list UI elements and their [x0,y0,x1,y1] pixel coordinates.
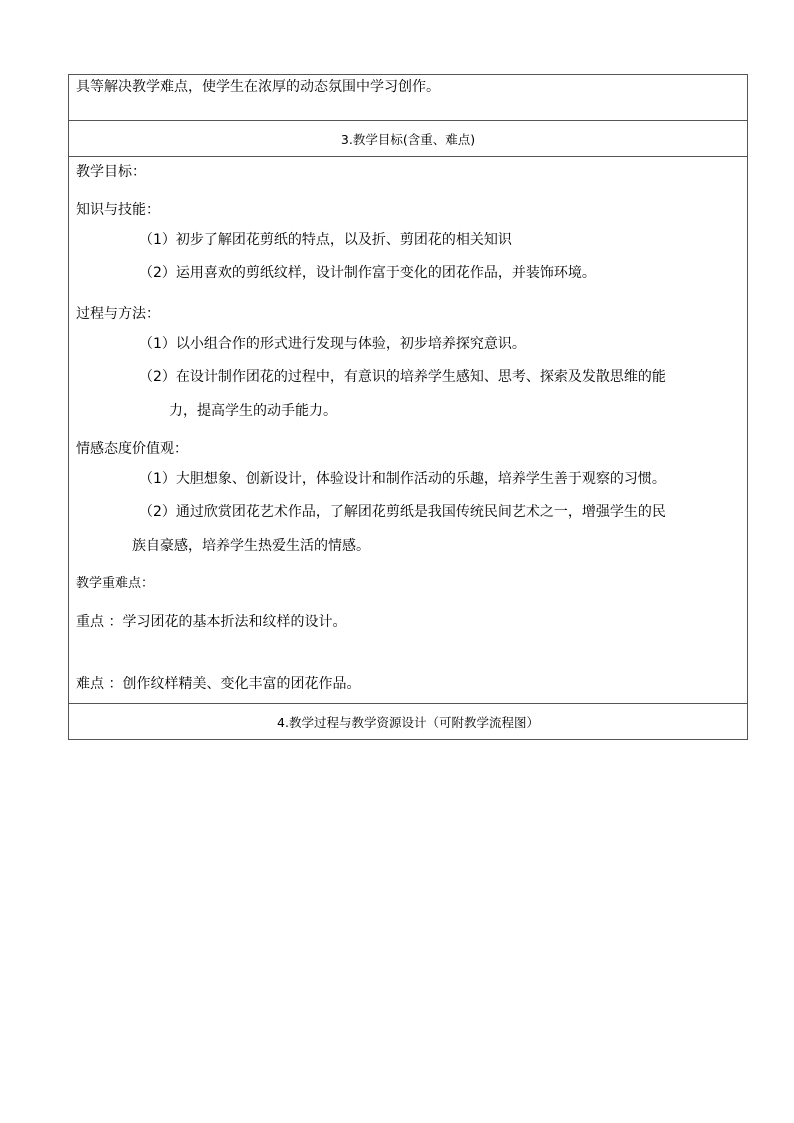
process-item-2-line-1: （2）在设计制作团花的过程中，有意识的培养学生感知、思考、探索及发散思维的能 [139,369,666,385]
difficulty-text: 难点 ：创作纹样精美、变化丰富的团花作品。 [76,676,361,692]
previous-content-cell [69,75,748,121]
process-item-1: （1）以小组合作的形式进行发现与体验，初步培养探究意识。 [139,336,526,352]
section3-heading: 3.教学目标(含重、难点) [69,121,748,157]
key-point-text: 重点 ：学习团花的基本折法和纹样的设计。 [76,614,347,630]
goals-label: 教学目标： [76,164,146,180]
process-item-2-line-2: 力，提高学生的动手能力。 [169,403,337,419]
knowledge-item-2: （2）运用喜欢的剪纸纹样，设计制作富于变化的团花作品，并装饰环境。 [139,265,596,281]
emotion-item-2-line-1: （2）通过欣赏团花艺术作品，了解团花剪纸是我国传统民间艺术之一，增强学生的民 [139,504,666,520]
lesson-plan-table [68,74,748,740]
section4-heading: 4.教学过程与教学资源设计（可附教学流程图） [69,704,748,740]
key-difficulty-label: 教学重难点： [76,576,155,591]
emotion-item-2-line-2: 族自豪感，培养学生热爱生活的情感。 [132,538,370,554]
knowledge-label: 知识与技能： [76,202,160,218]
emotion-item-1: （1）大胆想象、创新设计，体验设计和制作活动的乐趣，培养学生善于观察的习惯。 [139,471,666,487]
goals-cell [69,157,748,704]
knowledge-item-1: （1）初步了解团花剪纸的特点，以及折、剪团花的相关知识 [139,232,512,248]
process-label: 过程与方法： [76,306,160,322]
emotion-label: 情感态度价值观： [76,441,188,457]
previous-content-text: 具等解决教学难点，使学生在浓厚的动态氛围中学习创作。 [76,79,440,95]
